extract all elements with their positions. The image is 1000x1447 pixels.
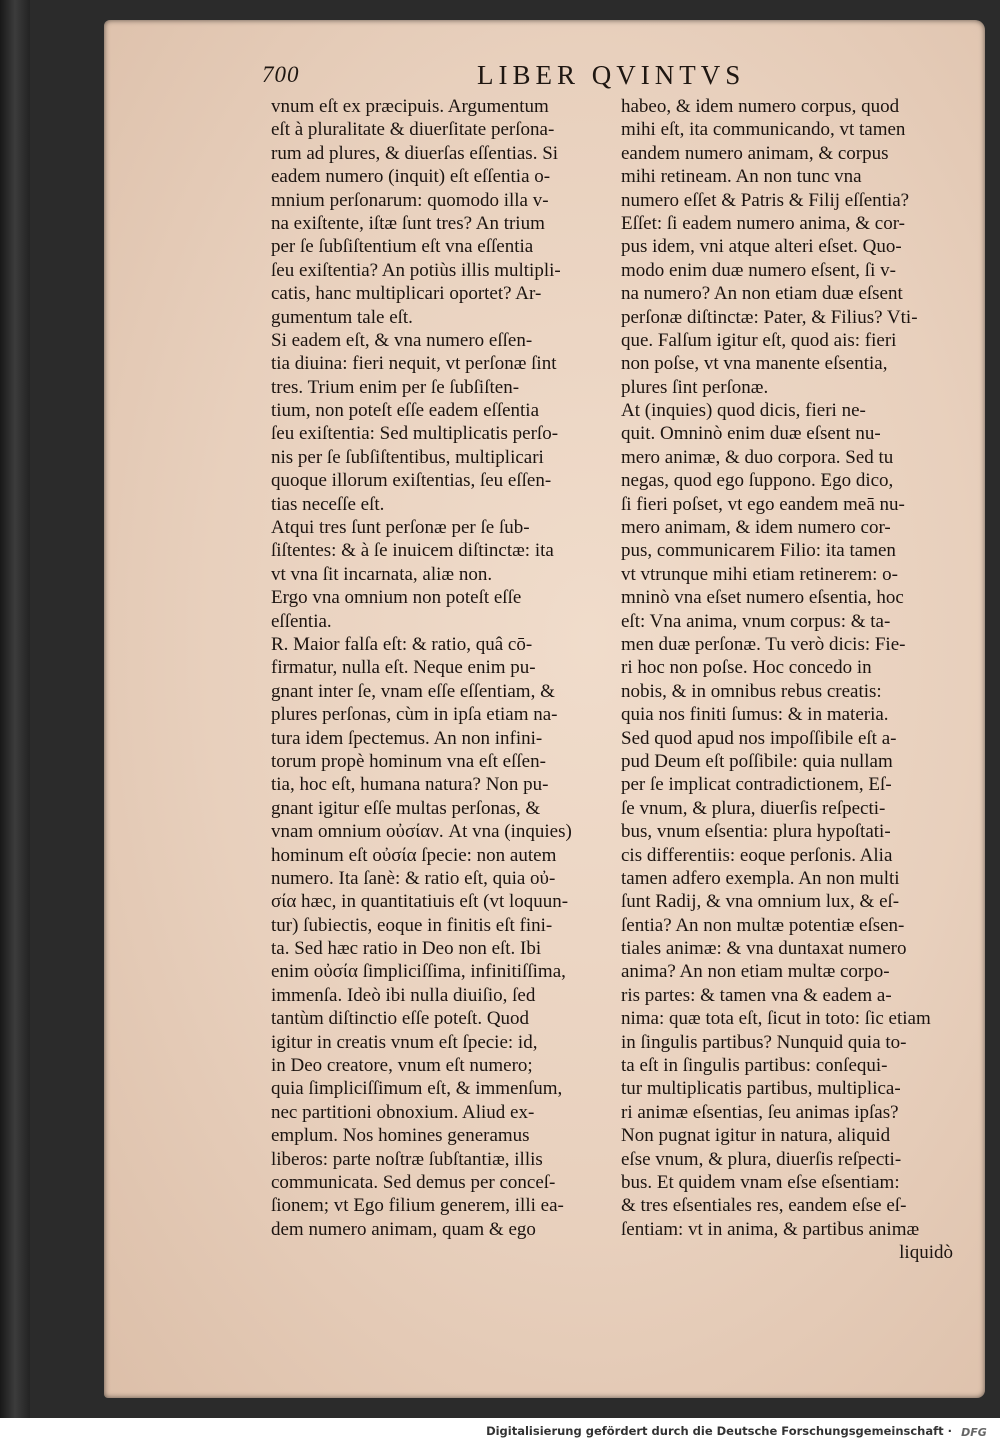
text-line: igitur in creatis vnum eſt ſpecie: id,: [271, 1031, 538, 1053]
text-line: Atqui tres ſunt perſonæ per ſe ſub-: [271, 517, 530, 539]
text-line: eſt: Vna anima, vnum corpus: & ta-: [621, 610, 891, 632]
text-line: Eſſet: ſi eadem numero anima, & cor-: [621, 212, 905, 234]
text-line: men duæ perſonæ. Tu verò dicis: Fie-: [621, 633, 906, 655]
text-line: Ergo vna omnium non poteſt eſſe: [271, 587, 522, 609]
page-header: [262, 60, 782, 94]
text-line: gnant inter ſe, vnam eſſe eſſentiam, &: [271, 680, 555, 702]
funding-notice: Digitalisierung gefördert durch die Deutsche Forschungsgemeinschaft ·: [486, 1424, 952, 1438]
text-line: anima? An non etiam multæ corpo-: [621, 961, 890, 983]
text-line: ta. Sed hæc ratio in Deo non eſt. Ibi: [271, 938, 542, 960]
text-line: vt vtrunque mihi etiam retinerem: o-: [621, 563, 899, 585]
text-line: ſentiam: vt in anima, & partibus animæ: [621, 1218, 920, 1240]
text-line: in Deo creatore, vnum eſt numero;: [271, 1055, 533, 1077]
dfg-logo-icon: DFG: [961, 1425, 987, 1439]
text-line: mninò vna eſset numero eſsentia, hoc: [621, 587, 904, 609]
right-text-column: [621, 95, 959, 1265]
text-line: quia nos finiti ſumus: & in materia.: [621, 704, 889, 726]
text-line: enim οὐσία ſimpliciſſima, infinitiſſima,: [271, 961, 566, 983]
text-line: eſſentia.: [271, 610, 332, 632]
text-line: in ſingulis partibus? Nunquid quia to-: [621, 1031, 907, 1053]
text-line: pus idem, vni atque alteri eſset. Quo-: [621, 236, 902, 258]
text-line: per ſe implicat contradictionem, Eſ-: [621, 774, 892, 796]
text-line: tia, hoc eſt, humana natura? Non pu-: [271, 774, 549, 796]
text-line: catis, hanc multiplicari oportet? Ar-: [271, 283, 542, 305]
catchword: liquidò: [899, 1242, 953, 1264]
text-line: tur) ſubiectis, eoque in finitis eſt fini-: [271, 914, 553, 936]
text-line: Non pugnat igitur in natura, aliquid: [621, 1125, 891, 1147]
text-line: mihi retineam. An non tunc vna: [621, 166, 862, 188]
text-line: vnam omnium οὐσίαν. At vna (inquies): [271, 821, 572, 843]
text-line: mero animæ, & duo corpora. Sed tu: [621, 446, 894, 468]
text-line: vnum eſt ex præcipuis. Argumentum: [271, 96, 549, 117]
text-line: numero eſſet & Patris & Filij eſſentia?: [621, 189, 910, 211]
text-line: firmatur, nulla eſt. Neque enim pu-: [271, 657, 536, 679]
text-line: plures perſonas, cùm in ipſa etiam na-: [271, 704, 558, 726]
text-line: eſt à pluralitate & diuerſitate perſona-: [271, 119, 555, 141]
text-line: immenſa. Ideò ibi nulla diuiſio, ſed: [271, 984, 536, 1006]
text-line: rum ad plures, & diuerſas eſſentias. Si: [271, 142, 559, 164]
text-line: ri hoc non poſse. Hoc concedo in: [621, 657, 872, 679]
text-line: Sed quod apud nos impoſſibile eſt a-: [621, 727, 897, 749]
text-line: quia ſimpliciſſimum eſt, & immenſum,: [271, 1078, 563, 1100]
text-line: ſe vnum, & plura, diuerſis reſpecti-: [621, 797, 886, 819]
text-line: numero. Ita ſanè: & ratio eſt, quia οὐ-: [271, 867, 556, 889]
text-line: cis differentiis: eoque perſonis. Alia: [621, 844, 893, 866]
text-line: ſentia? An non multæ potentiæ eſsen-: [621, 914, 905, 936]
text-line: torum propè hominum vna eſt eſſen-: [271, 750, 546, 772]
text-line: & tres eſsentiales res, eandem eſse eſ-: [621, 1195, 907, 1217]
text-line: ta eſt in ſingulis partibus: conſequi-: [621, 1055, 888, 1077]
text-line: negas, quod ego ſuppono. Ego dico,: [621, 470, 894, 492]
text-line: σία hæc, in quantitatiuis eſt (vt loquun-: [271, 891, 569, 913]
text-line: Si eadem eſt, & vna numero eſſen-: [271, 329, 533, 351]
text-line: gumentum tale eſt.: [271, 306, 413, 328]
page-number: 700: [262, 62, 300, 87]
digitization-footer: [0, 1418, 1000, 1447]
text-line: tura idem ſpectemus. An non infini-: [271, 727, 543, 749]
text-line: na exiſtente, iſtæ ſunt tres? An trium: [271, 212, 545, 234]
text-line: tres. Trium enim per ſe ſubſiſten-: [271, 376, 520, 398]
text-line: tantùm diſtinctio eſſe poteſt. Quod: [271, 1008, 530, 1030]
text-line: per ſe ſubſiſtentium eſt vna eſſentia: [271, 236, 534, 258]
text-line: communicata. Sed demus per conceſ-: [271, 1171, 556, 1193]
text-line: dem numero animam, quam & ego: [271, 1218, 536, 1240]
text-line: bus, vnum eſsentia: plura hypoſtati-: [621, 821, 891, 843]
text-line: mero animam, & idem numero cor-: [621, 517, 891, 539]
left-text-column: [271, 95, 603, 1241]
text-line: eſse vnum, & plura, diuerſis reſpecti-: [621, 1148, 902, 1170]
text-line: liberos: parte noſtræ ſubſtantiæ, illis: [271, 1148, 543, 1170]
text-line: tiales animæ: & vna duntaxat numero: [621, 938, 907, 960]
text-line: tium, non poteſt eſſe eadem eſſentia: [271, 400, 540, 422]
text-line: mihi eſt, ita communicando, vt tamen: [621, 119, 906, 141]
text-line: ſi fieri poſset, vt ego eandem meā nu-: [621, 493, 905, 515]
text-line: eandem numero animam, & corpus: [621, 142, 889, 164]
text-line: tamen adfero exempla. An non multi: [621, 867, 900, 889]
text-line: modo enim duæ numero eſsent, ſi v-: [621, 259, 896, 281]
text-line: pus, communicarem Filio: ita tamen: [621, 540, 896, 562]
text-line: que. Falſum igitur eſt, quod ais: fieri: [621, 329, 897, 351]
text-line: ſionem; vt Ego filium generem, illi ea-: [271, 1195, 564, 1217]
text-line: pud Deum eſt poſſibile: quia nullam: [621, 750, 893, 772]
text-line: ſeu exiſtentia? An potiùs illis multipli-: [271, 259, 561, 281]
text-line: habeo, & idem numero corpus, quod: [621, 96, 900, 117]
text-line: tias neceſſe eſt.: [271, 493, 385, 515]
text-line: quoque illorum exiſtentias, ſeu eſſen-: [271, 470, 552, 492]
text-line: gnant igitur eſſe multas perſonas, &: [271, 797, 541, 819]
text-line: mnium perſonarum: quomodo illa v-: [271, 189, 549, 211]
text-line: ſiſtentes: & à ſe inuicem diſtinctæ: ita: [271, 540, 554, 562]
text-line: tia diuina: fieri nequit, vt perſonæ ſint: [271, 353, 557, 375]
text-line: emplum. Nos homines generamus: [271, 1125, 530, 1147]
text-line: non poſse, vt vna manente eſsentia,: [621, 353, 888, 375]
running-title: LIBER QVINTVS: [477, 60, 746, 90]
text-line: quit. Omninò enim duæ eſsent nu-: [621, 423, 881, 445]
text-line: bus. Et quidem vnam eſse eſsentiam:: [621, 1171, 900, 1193]
scanner-edge-strip: [0, 0, 30, 1418]
text-line: na numero? An non etiam duæ eſsent: [621, 283, 903, 305]
text-line: At (inquies) quod dicis, fieri ne-: [621, 400, 866, 422]
text-line: R. Maior falſa eſt: & ratio, quâ cō-: [271, 633, 533, 655]
text-line: eadem numero (inquit) eſt eſſentia o-: [271, 166, 551, 188]
text-line: ri animæ eſsentias, ſeu animas ipſas?: [621, 1101, 899, 1123]
text-line: nis per ſe ſubſiſtentibus, multiplicari: [271, 446, 544, 468]
text-line: hominum eſt οὐσία ſpecie: non autem: [271, 844, 557, 866]
text-line: ſeu exiſtentia: Sed multiplicatis perſo-: [271, 423, 559, 445]
text-line: vt vna ſit incarnata, aliæ non.: [271, 563, 493, 585]
text-line: perſonæ diſtinctæ: Pater, & Filius? Vti-: [621, 306, 918, 328]
text-line: tur multiplicatis partibus, multiplica-: [621, 1078, 901, 1100]
text-line: ris partes: & tamen vna & eadem a-: [621, 984, 892, 1006]
text-line: ſunt Radij, & vna omnium lux, & eſ-: [621, 891, 900, 913]
text-line: nec partitioni obnoxium. Aliud ex-: [271, 1101, 535, 1123]
text-line: plures ſint perſonæ.: [621, 376, 769, 398]
text-line: nobis, & in omnibus rebus creatis:: [621, 680, 882, 702]
text-line: nima: quæ tota eſt, ſicut in toto: ſic etiam: [621, 1008, 931, 1030]
